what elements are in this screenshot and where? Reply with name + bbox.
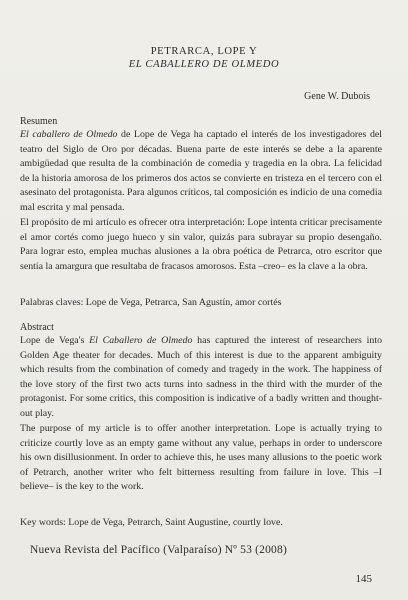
abstract-paragraph-1 xyxy=(20,334,382,421)
article-title-line2: EL CABALLERO DE OLMEDO xyxy=(128,59,280,70)
abstract-paragraph-2: The purpose of my article is to offer another interpretation. Lope is actually trying to criticize courtly love as an empty game without any value, perhaps in order to underscore his own disillusionment. In order to achieve this, he uses many allusions to the poetic work of Petrarch, another writer who felt bitterness resulting from failure in love. This –I believe– is the key to the work. xyxy=(20,423,382,493)
spanish-keywords: Palabras claves: Lope de Vega, Petrarca, San Agustín, amor cortés xyxy=(20,297,282,308)
abstract-paragraph-1-intro: Lope de Vega's xyxy=(20,335,90,346)
resumen-paragraph-1-text: de Lope de Vega ha captado el interés de los investigadores del teatro del Siglo de Oro por décadas. Buena parte de este interés se debe a la aparente ambigüedad que resulta de la combinación de comedia y tragedia en la obra. La felicidad de la historia amorosa de los primeros dos actos se convierte en tristeza en el tercero con el asesinato del protagonista. Para algunos críticos, tal composición es indicio de una comedia mal escrita y mal pensada. xyxy=(20,129,383,213)
resumen-paragraph-2: El propósito de mi artículo es ofrecer otra interpretación: Lope intenta criticar precisamente el amor cortés como juego hueco y sin valor, quizás para subrayar su propio desengaño. Para lograr esto, emplea muchas alusiones a la obra poética de Petrarca, otro escritor que sentía la amargura que resultaba de fracasos amorosos. Esta –creo– es la clave a la obra. xyxy=(20,217,382,272)
author-name: Gene W. Dubois xyxy=(304,91,370,102)
abstract-heading: Abstract xyxy=(20,322,54,333)
abstract-paragraph-1-text: has captured the interest of researchers into Golden Age theater for decades. Much of this interest is due to the apparent ambiguity which results from the combination of comedy and tragedy in the work. The happiness of the love story of the first two acts turns into sadness in the third with the murder of the protagonist. For some critics, this composition is indicative of a badly written and thought-out play. xyxy=(20,335,383,419)
journal-citation: Nueva Revista del Pacífico (Valparaíso) Nº 53 (2008) xyxy=(30,544,287,556)
resumen-paragraph-1 xyxy=(20,128,382,215)
article-title-line1: PETRARCA, LOPE Y xyxy=(150,46,258,57)
english-keywords: Key words: Lope de Vega, Petrarch, Saint Augustine, courtly love. xyxy=(20,517,283,528)
work-title-spanish: El caballero de Olmedo xyxy=(20,129,118,140)
resumen-heading: Resumen xyxy=(20,116,58,127)
page-number: 145 xyxy=(355,573,372,585)
work-title-english: El Caballero de Olmedo xyxy=(89,335,193,346)
